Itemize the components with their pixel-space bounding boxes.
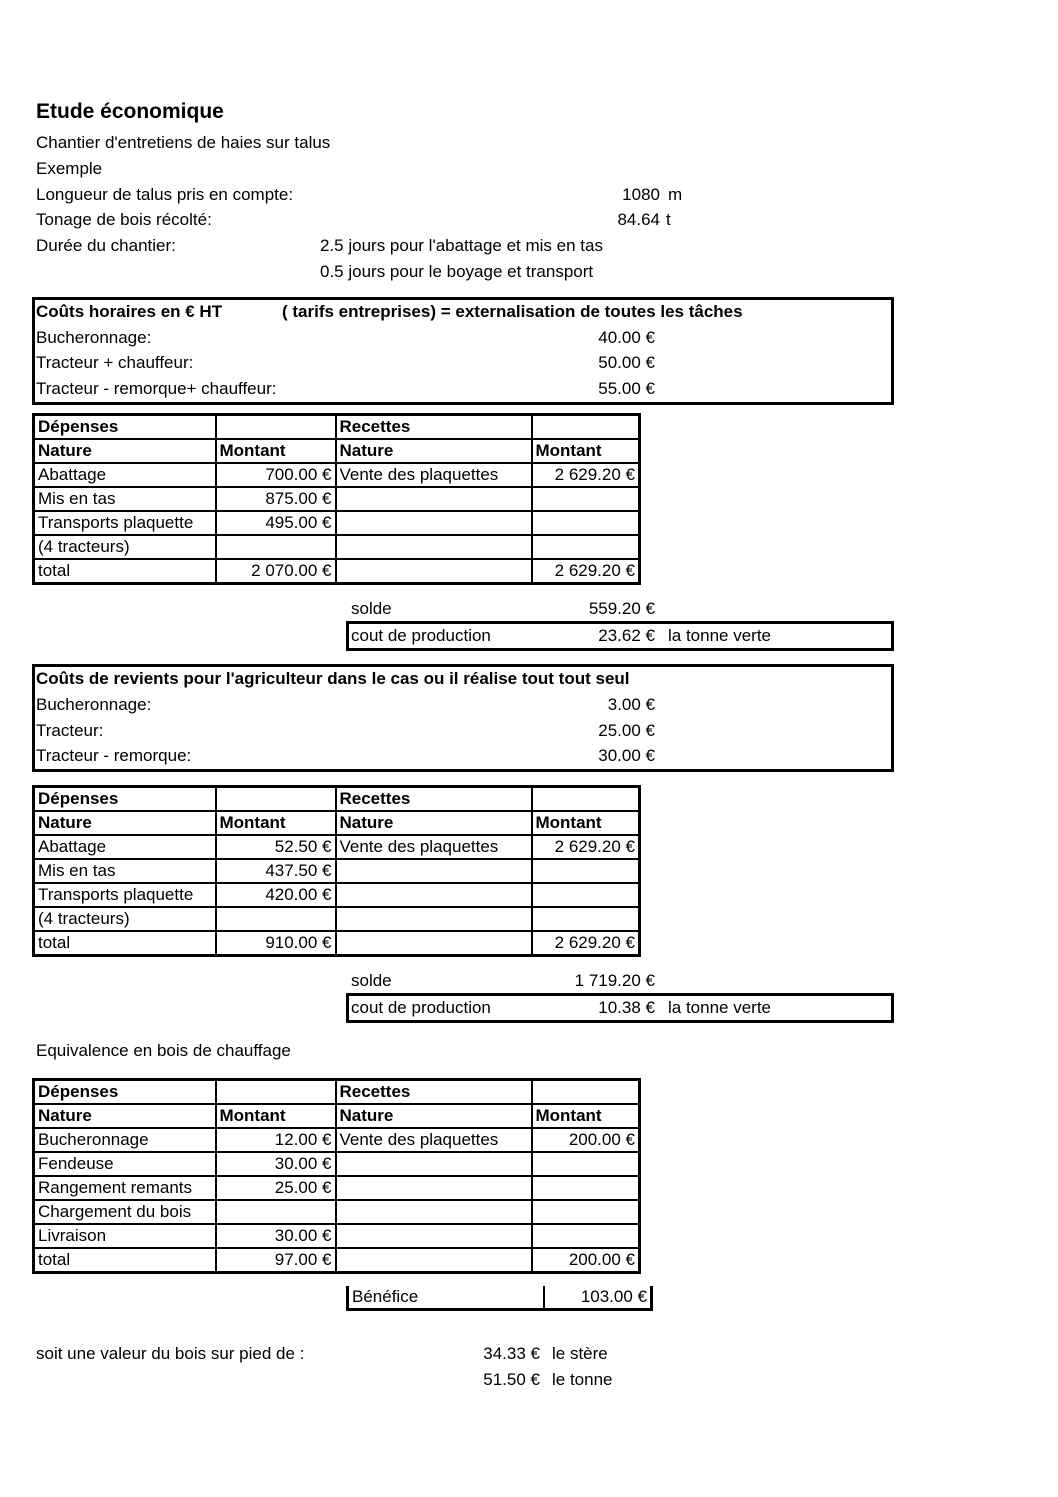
cout-production-value: 10.38 €: [598, 998, 655, 1017]
cell: 420.00 €: [216, 883, 336, 907]
cell: [336, 1176, 532, 1200]
cell: [216, 907, 336, 931]
cell: Abattage: [34, 463, 216, 487]
recettes-header: Recettes: [336, 415, 532, 440]
cout-production-value: 23.62 €: [598, 626, 655, 645]
wood-value-stere-unit: le stère: [552, 1344, 608, 1363]
table-row: [34, 1128, 640, 1152]
rate-value: 3.00 €: [607, 695, 655, 714]
cell: [336, 511, 532, 535]
cell: [336, 1224, 532, 1248]
solde-label: solde: [351, 971, 392, 990]
duration-line-1: 2.5 jours pour l'abattage et mis en tas: [320, 236, 603, 255]
depenses-header: Dépenses: [34, 415, 216, 440]
table-subheader-row: [34, 1104, 640, 1128]
cout-production-label: cout de production: [351, 998, 491, 1017]
cell: [336, 1200, 532, 1224]
cell: [532, 1176, 640, 1200]
cell: Chargement du bois: [34, 1200, 216, 1224]
benefice-label: Bénéfice: [348, 1286, 544, 1310]
cell: [532, 883, 640, 907]
cell: [532, 859, 640, 883]
table-header-row: [34, 415, 640, 440]
cell: 2 070.00 €: [216, 559, 336, 584]
rate-value: 25.00 €: [598, 721, 655, 740]
table-row: [34, 1176, 640, 1200]
length-label: Longueur de talus pris en compte:: [36, 185, 294, 204]
table-row: [348, 1286, 652, 1310]
rate-value: 30.00 €: [598, 746, 655, 765]
montant-header: Montant: [216, 811, 336, 835]
cell: [336, 883, 532, 907]
rate-label: Tracteur:: [36, 721, 104, 740]
solde-value: 559.20 €: [588, 599, 655, 618]
table-total-row: [34, 931, 640, 956]
montant-header: Montant: [532, 1104, 640, 1128]
cell: [216, 535, 336, 559]
table-row: [34, 463, 640, 487]
nature-header: Nature: [34, 811, 216, 835]
nature-header: Nature: [34, 439, 216, 463]
cell: [336, 859, 532, 883]
rate-label: Bucheronnage:: [36, 328, 152, 347]
cell: (4 tracteurs): [34, 907, 216, 931]
cell: 910.00 €: [216, 931, 336, 956]
cell: Transports plaquette: [34, 883, 216, 907]
cell: 2 629.20 €: [532, 463, 640, 487]
rate-label: Tracteur - remorque+ chauffeur:: [36, 379, 277, 398]
solde-label: solde: [351, 599, 392, 618]
cell: Vente des plaquettes: [336, 835, 532, 859]
wood-value-label: soit une valeur du bois sur pied de :: [36, 1344, 305, 1363]
farmer-costs-heading: Coûts de revients pour l'agriculteur dans le cas ou il réalise tout tout seul: [36, 669, 630, 688]
tonnage-label: Tonage de bois récolté:: [36, 210, 212, 229]
rate-label: Bucheronnage:: [36, 695, 152, 714]
depenses-header: Dépenses: [34, 1080, 216, 1105]
montant-header: Montant: [532, 439, 640, 463]
rate-value: 55.00 €: [598, 379, 655, 398]
cell: 700.00 €: [216, 463, 336, 487]
cell: Vente des plaquettes: [336, 1128, 532, 1152]
table-subheader-row: [34, 439, 640, 463]
cell: [336, 1152, 532, 1176]
nature-header: Nature: [336, 1104, 532, 1128]
nature-header: Nature: [336, 811, 532, 835]
table-row: [34, 1200, 640, 1224]
cell: [532, 1200, 640, 1224]
cell: Rangement remants: [34, 1176, 216, 1200]
table-row: [34, 907, 640, 931]
duration-label: Durée du chantier:: [36, 236, 176, 255]
cell: 2 629.20 €: [532, 559, 640, 584]
example-label: Exemple: [36, 159, 103, 178]
table-row: [34, 1152, 640, 1176]
benefice-value: 103.00 €: [544, 1286, 652, 1310]
hourly-rates-note: ( tarifs entreprises) = externalisation de toutes les tâches: [282, 302, 743, 321]
montant-header: Montant: [216, 439, 336, 463]
wood-value-tonne: 51.50 €: [483, 1370, 540, 1389]
wood-value-stere: 34.33 €: [483, 1344, 540, 1363]
cell: [336, 559, 532, 584]
cell: Vente des plaquettes: [336, 463, 532, 487]
recettes-header: Recettes: [336, 787, 532, 812]
cell: 200.00 €: [532, 1128, 640, 1152]
cout-production-label: cout de production: [351, 626, 491, 645]
depenses-header: Dépenses: [34, 787, 216, 812]
nature-header: Nature: [34, 1104, 216, 1128]
cell: Livraison: [34, 1224, 216, 1248]
cout-production-unit: la tonne verte: [668, 998, 772, 1017]
cell: 12.00 €: [216, 1128, 336, 1152]
nature-header: Nature: [336, 439, 532, 463]
table-row: [34, 535, 640, 559]
length-value: 1080: [622, 185, 660, 204]
cell: [336, 931, 532, 956]
cell: total: [34, 1248, 216, 1273]
rate-label: Tracteur + chauffeur:: [36, 353, 194, 372]
rate-label: Tracteur - remorque:: [36, 746, 192, 765]
cell: 30.00 €: [216, 1152, 336, 1176]
cell: Fendeuse: [34, 1152, 216, 1176]
cell: Transports plaquette: [34, 511, 216, 535]
cell: [532, 511, 640, 535]
hourly-rates-heading: Coûts horaires en € HT: [36, 302, 223, 321]
table-total-row: [34, 559, 640, 584]
expenses-revenues-table-1: [32, 413, 641, 585]
benefice-row: [346, 1286, 653, 1311]
cell: [532, 1152, 640, 1176]
cell: Mis en tas: [34, 859, 216, 883]
rate-value: 40.00 €: [598, 328, 655, 347]
tonnage-unit: t: [666, 210, 671, 229]
table-row: [34, 487, 640, 511]
cell: 97.00 €: [216, 1248, 336, 1273]
duration-line-2: 0.5 jours pour le boyage et transport: [320, 262, 594, 281]
cell: 30.00 €: [216, 1224, 336, 1248]
cell: total: [34, 559, 216, 584]
table-row: [34, 1224, 640, 1248]
cell: 200.00 €: [532, 1248, 640, 1273]
table-row: [34, 883, 640, 907]
cell: [336, 487, 532, 511]
firewood-table: [32, 1078, 641, 1274]
montant-header: Montant: [216, 1104, 336, 1128]
cell: 25.00 €: [216, 1176, 336, 1200]
wood-value-tonne-unit: le tonne: [552, 1370, 613, 1389]
cell: 437.50 €: [216, 859, 336, 883]
cell: total: [34, 931, 216, 956]
table-row: [34, 835, 640, 859]
montant-header: Montant: [532, 811, 640, 835]
cell: (4 tracteurs): [34, 535, 216, 559]
cell: 875.00 €: [216, 487, 336, 511]
solde-value: 1 719.20 €: [574, 971, 655, 990]
table-total-row: [34, 1248, 640, 1273]
page-title: Etude économique: [36, 100, 224, 123]
subtitle: Chantier d'entretiens de haies sur talus: [36, 133, 331, 152]
cell: [532, 487, 640, 511]
table-header-row: [34, 787, 640, 812]
cell: [532, 535, 640, 559]
tonnage-value: 84.64: [617, 210, 660, 229]
cell: Abattage: [34, 835, 216, 859]
recettes-header: Recettes: [336, 1080, 532, 1105]
cell: [532, 1224, 640, 1248]
cell: [532, 907, 640, 931]
cell: 495.00 €: [216, 511, 336, 535]
cell: 2 629.20 €: [532, 931, 640, 956]
cell: [336, 535, 532, 559]
table-header-row: [34, 1080, 640, 1105]
cell: Mis en tas: [34, 487, 216, 511]
cell: [216, 1200, 336, 1224]
length-unit: m: [668, 185, 683, 204]
expenses-revenues-table-2: [32, 785, 641, 957]
cell: [336, 907, 532, 931]
cout-production-unit: la tonne verte: [668, 626, 772, 645]
rate-value: 50.00 €: [598, 353, 655, 372]
cell: Bucheronnage: [34, 1128, 216, 1152]
cell: 2 629.20 €: [532, 835, 640, 859]
table-row: [34, 511, 640, 535]
table-row: [34, 859, 640, 883]
cell: [336, 1248, 532, 1273]
equivalence-label: Equivalence en bois de chauffage: [36, 1041, 291, 1060]
cell: 52.50 €: [216, 835, 336, 859]
table-subheader-row: [34, 811, 640, 835]
